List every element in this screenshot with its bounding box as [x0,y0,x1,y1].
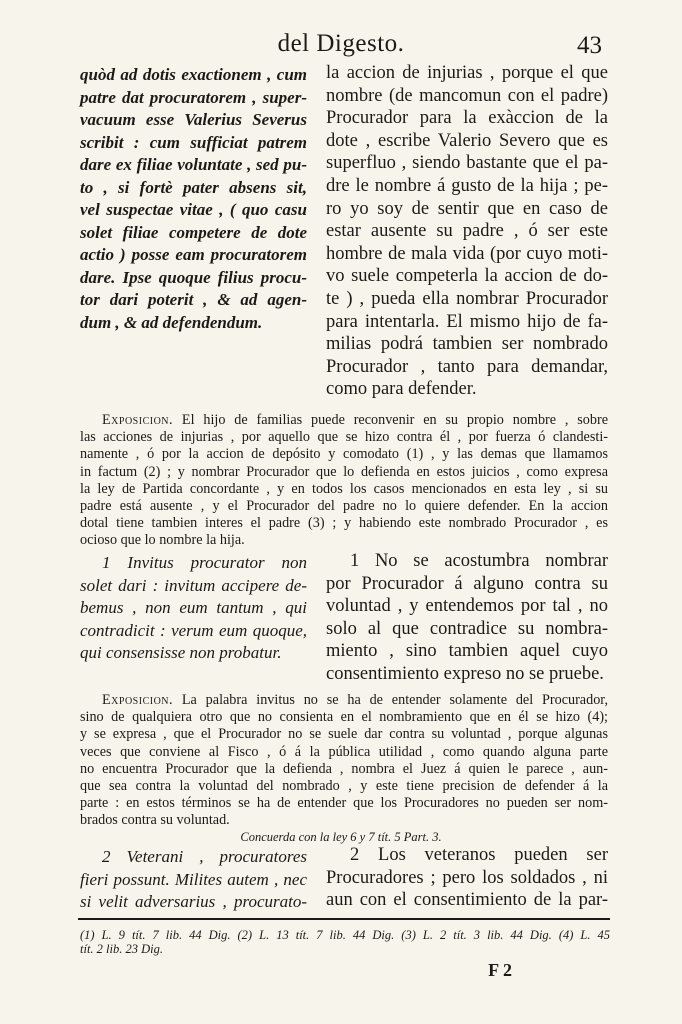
spanish-line: milias podrá tambien ser nombrado [326,334,608,355]
spanish-line: por Procurador á alguno contra su [326,573,608,594]
expo-line: las acciones de injurias , por aquello que se hizo contra él , por fuerza ó clandesti- [80,429,608,446]
spanish-line: Procurador para la exàccion de la [326,108,608,129]
latin-line: dare ex filiae voluntate , sed pu- [80,155,307,174]
latin-line: quòd ad dotis exactionem , cum [80,65,307,84]
footnote-line: (1) L. 9 tít. 7 lib. 44 Dig. (2) L. 13 tít. 7 lib. 44 Dig. (3) L. 2 tít. 3 lib. 44 Dig. (4) L. 45 [80,928,610,942]
spanish-line: consentimiento expreso no se pruebe. [326,663,604,684]
exposicion-paragraph-1 [80,412,608,550]
latin-line: solet filiae competere de dote [80,222,307,242]
spanish-line: dre le nombre á gusto de la hija ; pe- [326,175,608,196]
spanish-line: hombre de mala vida (por cuyo moti- [326,243,608,264]
expo-line: parte : en estos términos se ha de entender que los Procuradores no pueden ser nom- [80,795,608,812]
latin-line: tor dari poterit , & ad agen- [80,290,307,309]
latin-line: patre dat procuratorem , super- [80,87,307,107]
running-header [0,30,682,62]
latin-line: bemus , non eum tantum , qui [80,598,307,617]
signature-mark: F 2 [488,960,512,980]
expo-line: la ley de Partida concordante , y en todos los casos mencionados en esta ley , si su [80,480,608,497]
latin-line: fieri possunt. Milites autem , nec [80,869,307,889]
expo-line: namente , ó por la accion de depósito y comodato (1) , y las demas que llamamos [80,446,608,463]
spanish-line: superfluo , siendo bastante que el pa- [326,153,608,174]
spanish-line: la accion de injurias , porque el que [326,63,608,83]
spanish-line: para intentarla. El mismo hijo de fa- [326,311,608,332]
expo-line: ocioso que lo nombre la hija. [80,532,245,549]
latin-line: scribit : cum sufficiat patrem [80,132,307,152]
footnote-rule [78,918,610,920]
spanish-line: Procuradores ; pero los soldados , ni [326,867,608,888]
latin-column-2 [80,552,307,665]
expo-line: in factum (2) ; y nombrar Procurador que lo defienda en estos juicios , como expresa [80,463,608,480]
expo-line: no encuentra Procurador que la defienda , nombra el Juez á quien le parece , aun- [80,760,608,777]
latin-line: vacuum esse Valerius Severus [80,110,307,129]
latin-column-3 [80,846,307,914]
latin-line: solet dari : invitum accipere de- [80,575,307,595]
spanish-line: dote , escribe Valerio Severo que es [326,130,608,151]
spanish-line: te ) , pueda ella nombrar Procurador [326,288,608,309]
expo-line [80,692,608,709]
spanish-column-2 [326,550,608,686]
spanish-line: solo al que contradice su nombra- [326,618,608,639]
latin-line: vel suspectae vitae , ( quo casu [80,200,307,219]
expo-line: brados contra su voluntad. [80,812,230,829]
exposicion-paragraph-2 [80,692,608,830]
expo-text: El hijo de familias puede reconvenir en su propio nombre , sobre [181,412,609,428]
latin-line: dare. Ipse quoque filius procu- [80,267,307,287]
expo-line: que sea contra la voluntad del nombrado , y este tiene precision de defender á la [80,778,608,795]
exposicion-label: Exposicion. [102,692,174,708]
latin-column-1 [80,64,307,334]
spanish-line: miento , sino tambien aquel cuyo [326,641,608,662]
spanish-line: 1 No se acostumbra nombrar [350,551,608,571]
latin-line: si velit adversarius , procurato- [80,892,307,911]
expo-line: veces que conviene al Fisco , ó á la pública utilidad , como quando alguna parte [80,743,608,760]
latin-line: dum , & ad defendendum. [80,312,263,332]
spanish-line: vo suele competerla la accion de do- [326,266,608,287]
concordance-note: Concuerda con la ley 6 y 7 tít. 5 Part. 3. [240,830,442,844]
latin-line: to , si fortè pater absens sit, [80,177,307,197]
page-number: 43 [577,32,602,59]
spanish-line: voluntad , y entendemos por tal , no [326,596,608,617]
expo-line: y se expresa , que el Procurador no se suele dar contra su voluntad , porque algunas [80,726,608,743]
expo-line: sino de qualquiera otro que no consienta en el nombramiento que en él se hizo (4); [80,709,608,726]
spanish-line: aun con el consentimiento de la par- [326,890,608,911]
spanish-line: 2 Los veteranos pueden ser [350,845,608,865]
latin-line: qui consensisse non probatur. [80,643,282,662]
spanish-line: nombre (de mancomun con el padre) [326,85,608,106]
spanish-line: como para defender. [326,379,477,400]
latin-line: contradicit : verum eum quoque, [80,620,307,640]
latin-line: actio ) posse eam procuratorem [80,245,307,264]
spanish-line: ro yo soy de sentir que en caso de [326,198,608,219]
expo-line [80,412,608,429]
spanish-line: estar ausente su padre , ó ser este [326,221,608,242]
exposicion-label: Exposicion. [102,412,174,428]
running-title: del Digesto. [277,30,405,57]
spanish-column-1 [326,62,608,401]
expo-line: padre está ausente , y el Procurador del padre no lo quiere defender. En la accion [80,498,608,515]
expo-line: dotal tiene tambien interes el padre (3) ; y habiendo este nombrado Procurador , es [80,515,608,532]
expo-text: La palabra invitus no se ha de entender solamente del Procurador, [181,692,608,708]
spanish-column-3 [326,844,608,912]
footnotes [80,928,610,956]
latin-line: 2 Veterani , procuratores [102,847,307,866]
footnote-line: tít. 2 lib. 23 Dig. [80,942,163,956]
spanish-line: Procurador , tanto para demandar, [326,356,608,377]
latin-line: 1 Invitus procurator non [102,553,307,572]
